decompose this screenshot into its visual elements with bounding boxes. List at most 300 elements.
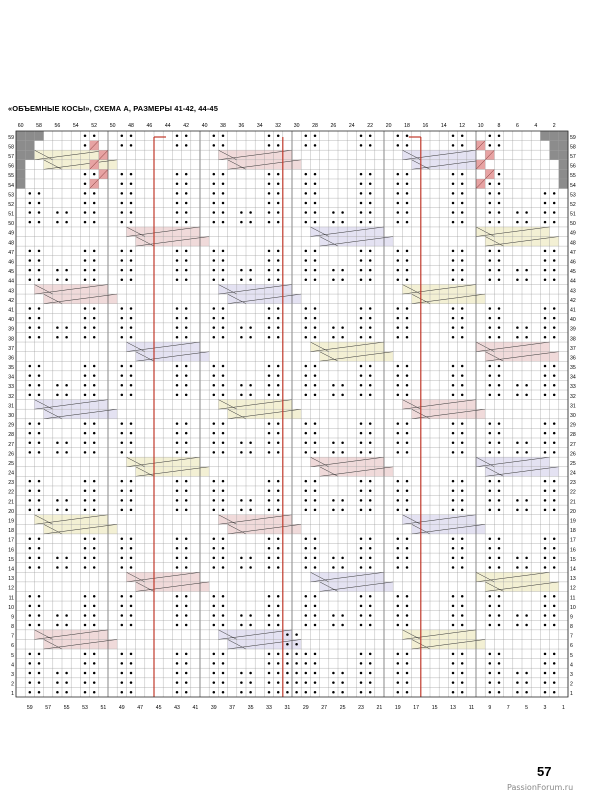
purl-dot [461,374,464,377]
purl-dot [222,250,225,253]
purl-dot [397,614,400,617]
purl-dot [314,681,317,684]
row-label-left: 52 [8,201,14,208]
purl-dot [176,451,179,454]
purl-dot [369,614,372,617]
purl-dot [525,499,528,502]
row-label-right: 7 [570,633,573,640]
purl-dot [65,278,68,281]
purl-dot [84,135,87,138]
purl-dot [121,509,124,512]
purl-dot [314,624,317,627]
purl-dot [489,489,492,492]
purl-dot [56,557,59,560]
purl-dot [268,221,271,224]
purl-dot [295,691,298,694]
top-column-label: 18 [404,123,410,129]
purl-dot [314,250,317,253]
purl-dot [176,672,179,675]
purl-dot [305,250,308,253]
purl-dot [277,681,280,684]
purl-dot [121,451,124,454]
purl-dot [452,662,455,665]
purl-dot [29,595,32,598]
decrease-corner [16,150,25,160]
row-label-left: 13 [8,576,14,583]
purl-dot [268,480,271,483]
purl-dot [360,259,363,262]
purl-dot [360,605,363,608]
purl-dot [38,442,41,445]
purl-dot [305,595,308,598]
row-label-left: 51 [8,211,14,218]
top-column-label: 40 [201,123,208,129]
purl-dot [314,269,317,272]
purl-dot [84,384,87,387]
purl-dot [544,211,547,214]
purl-dot [544,480,547,483]
purl-dot [93,259,96,262]
purl-dot [397,202,400,205]
purl-dot [222,681,225,684]
purl-dot [397,537,400,540]
purl-dot [38,681,41,684]
purl-dot [240,278,243,281]
purl-dot [93,480,96,483]
purl-dot [406,422,409,425]
purl-dot [268,489,271,492]
row-label-right: 49 [570,230,576,237]
row-label-left: 32 [8,393,14,400]
purl-dot [213,278,216,281]
top-column-label: 8 [497,123,501,129]
purl-dot [332,509,335,512]
purl-dot [489,605,492,608]
purl-dot [176,595,179,598]
purl-dot [498,537,501,540]
purl-dot [185,365,188,368]
decrease-corner [25,131,34,141]
row-label-right: 34 [570,374,576,381]
purl-dot [406,384,409,387]
bottom-column-label: 43 [174,705,180,711]
purl-dot [185,653,188,656]
purl-dot [277,221,280,224]
purl-dot [268,192,271,195]
purl-dot [305,336,308,339]
purl-dot [84,326,87,329]
row-label-left: 48 [8,240,14,247]
bottom-column-label: 7 [506,705,510,711]
purl-dot [185,681,188,684]
purl-dot [29,624,32,627]
purl-dot [397,451,400,454]
purl-dot [38,662,41,665]
purl-dot [360,326,363,329]
purl-dot [213,489,216,492]
purl-dot [406,183,409,186]
purl-dot [29,422,32,425]
purl-dot [553,336,556,339]
purl-dot [65,326,68,329]
row-label-right: 18 [570,528,576,535]
purl-dot [240,566,243,569]
purl-dot [305,183,308,186]
purl-dot [452,317,455,320]
purl-dot [213,336,216,339]
purl-dot [544,547,547,550]
purl-dot [268,278,271,281]
purl-dot [314,422,317,425]
purl-dot [369,451,372,454]
purl-dot [93,681,96,684]
purl-dot [553,192,556,195]
row-label-left: 46 [8,259,14,266]
purl-dot [176,269,179,272]
row-label-left: 37 [8,345,14,352]
purl-dot [525,394,528,397]
purl-dot [29,499,32,502]
purl-dot [240,557,243,560]
purl-dot [38,557,41,560]
purl-dot [56,221,59,224]
purl-dot [84,442,87,445]
purl-dot [397,307,400,310]
purl-dot [222,278,225,281]
purl-dot [406,326,409,329]
bottom-column-label: 59 [26,705,33,711]
row-label-right: 40 [570,317,576,324]
purl-dot [452,480,455,483]
purl-dot [240,394,243,397]
purl-dot [277,509,280,512]
purl-dot [341,691,344,694]
purl-dot [461,326,464,329]
purl-dot [185,336,188,339]
top-column-label: 22 [367,123,374,129]
purl-dot [544,202,547,205]
purl-dot [84,374,87,377]
chart-title: «ОБЪЕМНЫЕ КОСЫ», СХЕМА А, РАЗМЕРЫ 41-42, 44-45 [8,104,218,113]
purl-dot [406,374,409,377]
purl-dot [277,480,280,483]
purl-dot [185,489,188,492]
purl-dot [29,326,32,329]
purl-dot [268,202,271,205]
purl-dot [305,432,308,435]
purl-dot [452,691,455,694]
purl-dot [498,326,501,329]
purl-dot [130,624,133,627]
purl-dot [452,557,455,560]
row-label-right: 1 [570,691,573,698]
purl-dot [121,624,124,627]
bottom-column-label: 25 [339,705,346,711]
purl-dot [406,614,409,617]
purl-dot [341,442,344,445]
purl-dot [498,614,501,617]
purl-dot [213,269,216,272]
purl-dot [461,605,464,608]
purl-dot [65,451,68,454]
row-label-right: 37 [570,345,576,352]
purl-dot [516,336,519,339]
purl-dot [397,326,400,329]
purl-dot [360,547,363,550]
purl-dot [286,633,289,636]
purl-dot [341,278,344,281]
purl-dot [277,489,280,492]
purl-dot [121,183,124,186]
purl-dot [525,211,528,214]
purl-dot [38,336,41,339]
purl-dot [314,374,317,377]
purl-dot [268,499,271,502]
purl-dot [461,499,464,502]
purl-dot [121,422,124,425]
purl-dot [176,202,179,205]
row-label-right: 20 [570,508,576,515]
row-label-left: 16 [8,547,14,554]
purl-dot [277,269,280,272]
purl-dot [268,336,271,339]
row-label-left: 8 [11,624,14,631]
purl-dot [360,566,363,569]
purl-dot [452,547,455,550]
purl-dot [360,144,363,147]
purl-dot [56,499,59,502]
purl-dot [222,653,225,656]
purl-dot [489,336,492,339]
purl-dot [249,499,252,502]
purl-dot [176,557,179,560]
purl-dot [332,691,335,694]
purl-dot [406,595,409,598]
purl-dot [29,202,32,205]
purl-dot [369,307,372,310]
purl-dot [498,384,501,387]
purl-dot [553,595,556,598]
purl-dot [38,566,41,569]
purl-dot [553,605,556,608]
row-label-left: 50 [8,221,14,228]
purl-dot [65,499,68,502]
purl-dot [268,173,271,176]
row-label-left: 59 [8,134,14,141]
purl-dot [29,317,32,320]
purl-dot [406,394,409,397]
purl-dot [314,489,317,492]
purl-dot [314,336,317,339]
purl-dot [277,547,280,550]
purl-dot [406,278,409,281]
purl-dot [130,672,133,675]
purl-dot [93,614,96,617]
purl-dot [332,499,335,502]
purl-dot [277,432,280,435]
row-label-left: 35 [8,365,14,372]
purl-dot [341,672,344,675]
purl-dot [461,259,464,262]
purl-dot [222,326,225,329]
purl-dot [268,624,271,627]
purl-dot [489,394,492,397]
decrease-corner [550,131,559,141]
purl-dot [222,173,225,176]
purl-dot [213,614,216,617]
purl-dot [369,394,372,397]
purl-dot [341,211,344,214]
purl-dot [406,432,409,435]
purl-dot [121,557,124,560]
purl-dot [268,605,271,608]
purl-dot [314,595,317,598]
purl-dot [369,259,372,262]
purl-dot [130,681,133,684]
purl-dot [498,144,501,147]
purl-dot [29,250,32,253]
bottom-column-label: 37 [229,705,236,711]
purl-dot [249,557,252,560]
purl-dot [268,250,271,253]
purl-dot [369,537,372,540]
purl-dot [130,537,133,540]
purl-dot [38,211,41,214]
purl-dot [185,509,188,512]
purl-dot [29,662,32,665]
purl-dot [525,269,528,272]
purl-dot [498,173,501,176]
purl-dot [461,624,464,627]
row-label-right: 10 [570,604,576,611]
purl-dot [268,442,271,445]
row-label-right: 14 [570,566,576,573]
purl-dot [525,614,528,617]
purl-dot [185,691,188,694]
purl-dot [489,557,492,560]
purl-dot [341,681,344,684]
purl-dot [222,317,225,320]
row-label-right: 44 [570,278,576,285]
purl-dot [461,451,464,454]
top-column-label: 34 [256,123,263,129]
purl-dot [489,202,492,205]
decrease-corner [25,141,34,151]
purl-dot [461,422,464,425]
purl-dot [130,374,133,377]
purl-dot [305,499,308,502]
purl-dot [314,691,317,694]
purl-dot [240,681,243,684]
purl-dot [498,681,501,684]
purl-dot [397,374,400,377]
purl-dot [213,547,216,550]
row-label-right: 38 [570,336,576,343]
purl-dot [544,605,547,608]
purl-dot [277,499,280,502]
purl-dot [130,336,133,339]
purl-dot [29,653,32,656]
purl-dot [84,278,87,281]
purl-dot [213,681,216,684]
row-label-left: 14 [8,566,14,573]
purl-dot [516,211,519,214]
purl-dot [277,384,280,387]
purl-dot [553,326,556,329]
purl-dot [397,432,400,435]
purl-dot [553,278,556,281]
purl-dot [268,566,271,569]
purl-dot [130,394,133,397]
purl-dot [461,192,464,195]
purl-dot [452,489,455,492]
purl-dot [56,336,59,339]
top-column-label: 38 [220,123,226,129]
purl-dot [360,307,363,310]
purl-dot [452,422,455,425]
purl-dot [369,326,372,329]
purl-dot [544,317,547,320]
purl-dot [461,537,464,540]
purl-dot [498,557,501,560]
purl-dot [498,691,501,694]
purl-dot [93,269,96,272]
purl-dot [56,566,59,569]
purl-dot [277,662,280,665]
purl-dot [176,326,179,329]
purl-dot [176,192,179,195]
purl-dot [544,566,547,569]
purl-dot [489,422,492,425]
purl-dot [397,422,400,425]
purl-dot [452,259,455,262]
purl-dot [452,595,455,598]
purl-dot [176,614,179,617]
purl-dot [130,691,133,694]
row-label-right: 3 [570,672,573,679]
purl-dot [222,394,225,397]
purl-dot [240,442,243,445]
purl-dot [544,509,547,512]
purl-dot [397,211,400,214]
decrease-corner [16,141,25,151]
purl-dot [369,557,372,560]
purl-dot [452,326,455,329]
purl-dot [489,192,492,195]
purl-dot [461,144,464,147]
purl-dot [176,173,179,176]
purl-dot [314,557,317,560]
top-column-label: 6 [515,123,519,129]
purl-dot [360,336,363,339]
purl-dot [268,374,271,377]
row-label-left: 44 [8,278,14,285]
purl-dot [553,691,556,694]
purl-dot [185,624,188,627]
purl-dot [38,384,41,387]
row-label-right: 56 [570,163,576,170]
purl-dot [341,499,344,502]
purl-dot [249,269,252,272]
purl-dot [277,144,280,147]
purl-dot [498,595,501,598]
purl-dot [461,250,464,253]
purl-dot [461,365,464,368]
row-label-left: 17 [8,537,14,544]
purl-dot [498,509,501,512]
purl-dot [277,202,280,205]
purl-dot [295,643,298,646]
